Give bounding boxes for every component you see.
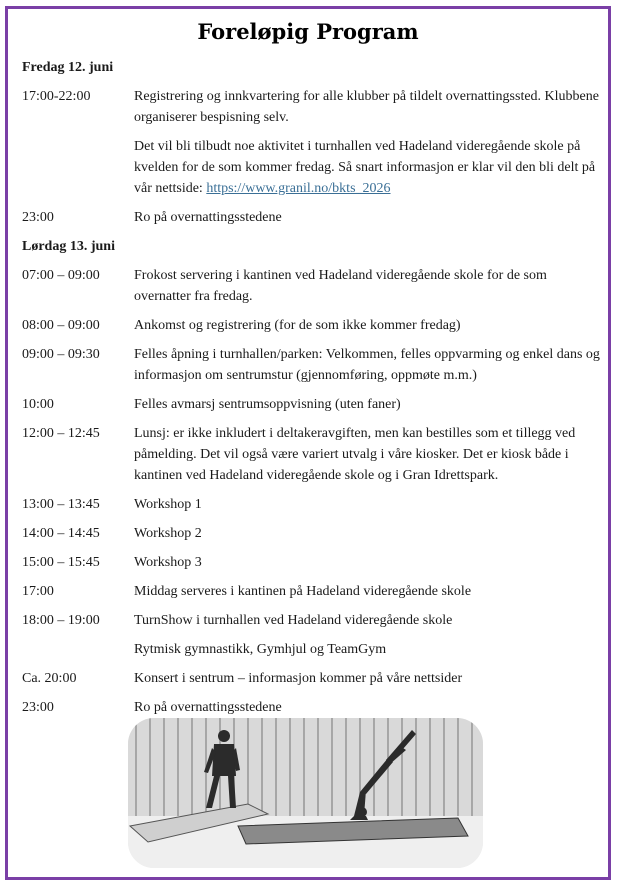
schedule-description: [134, 207, 602, 228]
schedule-text: [134, 581, 602, 602]
schedule-text-body: Konsert i sentrum – informasjon kommer på våre nettsider: [134, 671, 463, 686]
schedule-text: [134, 494, 602, 515]
schedule-text: [134, 265, 602, 307]
schedule-text: [134, 552, 602, 573]
schedule-description: [134, 610, 602, 660]
schedule-text-body: Workshop 1: [134, 497, 202, 512]
schedule-row: [22, 697, 602, 718]
schedule-time: 08:00 – 09:00: [22, 318, 100, 333]
schedule-time: 09:00 – 09:30: [22, 347, 100, 362]
schedule-time: 15:00 – 15:45: [22, 555, 100, 570]
schedule-row: [22, 581, 602, 602]
schedule-text: [134, 394, 602, 415]
schedule-description: [134, 552, 602, 573]
schedule-row: [22, 394, 602, 415]
schedule-time: 13:00 – 13:45: [22, 497, 100, 512]
schedule-time: 07:00 – 09:00: [22, 268, 100, 283]
schedule-text-body: Felles avmarsj sentrumsoppvisning (uten faner): [134, 397, 401, 412]
schedule-text: [134, 610, 602, 631]
gymnastics-photo: [128, 718, 483, 868]
program-content: [22, 57, 602, 726]
schedule-time: 17:00: [22, 584, 54, 599]
website-link[interactable]: https://www.granil.no/bkts_2026: [206, 181, 391, 196]
schedule-text-body: Rytmisk gymnastikk, Gymhjul og TeamGym: [134, 642, 387, 657]
schedule-time: Ca. 20:00: [22, 671, 77, 686]
schedule-row: [22, 610, 602, 660]
schedule-text-body: Workshop 3: [134, 555, 202, 570]
schedule-row: [22, 344, 602, 386]
page-title: Foreløpig Program: [197, 19, 419, 44]
schedule-text: [134, 136, 602, 199]
schedule-text: [134, 344, 602, 386]
schedule-description: [134, 668, 602, 689]
schedule-description: [134, 697, 602, 718]
schedule-text: [134, 697, 602, 718]
schedule-row: [22, 207, 602, 228]
schedule-text-body: Lunsj: er ikke inkludert i deltakeravgiften, men kan bestilles som et tillegg ved påmelding. Det vil også være variert utvalg i våre kiosker. Det er kiosk både i kantinen ved Hadeland videregående skole og i Gran Idrettspark.: [134, 426, 576, 483]
schedule-text: [134, 668, 602, 689]
schedule-text-body: Felles åpning i turnhallen/parken: Velkommen, felles oppvarming og enkel dans og informasjon om sentrumstur (gjennomføring, oppmøte m.m.): [134, 347, 600, 383]
schedule-row: [22, 315, 602, 336]
schedule-text-body: Registrering og innkvartering for alle klubber på tildelt overnattingssted. Klubbene organiserer bespisning selv.: [134, 89, 599, 125]
schedule-description: [134, 523, 602, 544]
schedule-description: [134, 494, 602, 515]
schedule-row: [22, 668, 602, 689]
schedule-time: 18:00 – 19:00: [22, 613, 100, 628]
schedule-time: 23:00: [22, 210, 54, 225]
schedule-row: [22, 86, 602, 199]
schedule-time: 14:00 – 14:45: [22, 526, 100, 541]
schedule-text-body: Det vil bli tilbudt noe aktivitet i turnhallen ved Hadeland videregående skole på kvelden for de som kommer fredag. Så snart informasjon er klar vil den bli delt på vår nettside:: [134, 139, 596, 196]
schedule-text: [134, 86, 602, 128]
schedule-text-body: Ro på overnattingsstedene: [134, 210, 282, 225]
schedule-description: [134, 344, 602, 386]
schedule-description: [134, 86, 602, 199]
schedule-text-body: Workshop 2: [134, 526, 202, 541]
schedule-time: 10:00: [22, 397, 54, 412]
day-heading: Fredag 12. juni: [22, 60, 114, 75]
gymnasts-illustration: [128, 718, 483, 868]
schedule-text-body: Frokost servering i kantinen ved Hadeland videregående skole for de som overnatter fra fredag.: [134, 268, 547, 304]
schedule-row: [22, 494, 602, 515]
schedule-description: [134, 265, 602, 307]
schedule-text: [134, 207, 602, 228]
schedule-text: [134, 523, 602, 544]
schedule-row: [22, 265, 602, 307]
schedule-text-body: Ro på overnattingsstedene: [134, 700, 282, 715]
schedule-time: 17:00-22:00: [22, 89, 91, 104]
schedule-text: [134, 639, 602, 660]
schedule-text-body: Middag serveres i kantinen på Hadeland videregående skole: [134, 584, 472, 599]
schedule-row: [22, 552, 602, 573]
schedule-description: [134, 423, 602, 486]
schedule-text: [134, 315, 602, 336]
schedule-description: [134, 581, 602, 602]
day-heading: Lørdag 13. juni: [22, 239, 115, 254]
schedule-time: 12:00 – 12:45: [22, 426, 100, 441]
schedule-row: [22, 523, 602, 544]
schedule-description: [134, 315, 602, 336]
schedule-text: [134, 423, 602, 486]
schedule-text-body: TurnShow i turnhallen ved Hadeland videregående skole: [134, 613, 453, 628]
schedule-time: 23:00: [22, 700, 54, 715]
schedule-row: [22, 423, 602, 486]
schedule-text-body: Ankomst og registrering (for de som ikke kommer fredag): [134, 318, 461, 333]
schedule-description: [134, 394, 602, 415]
